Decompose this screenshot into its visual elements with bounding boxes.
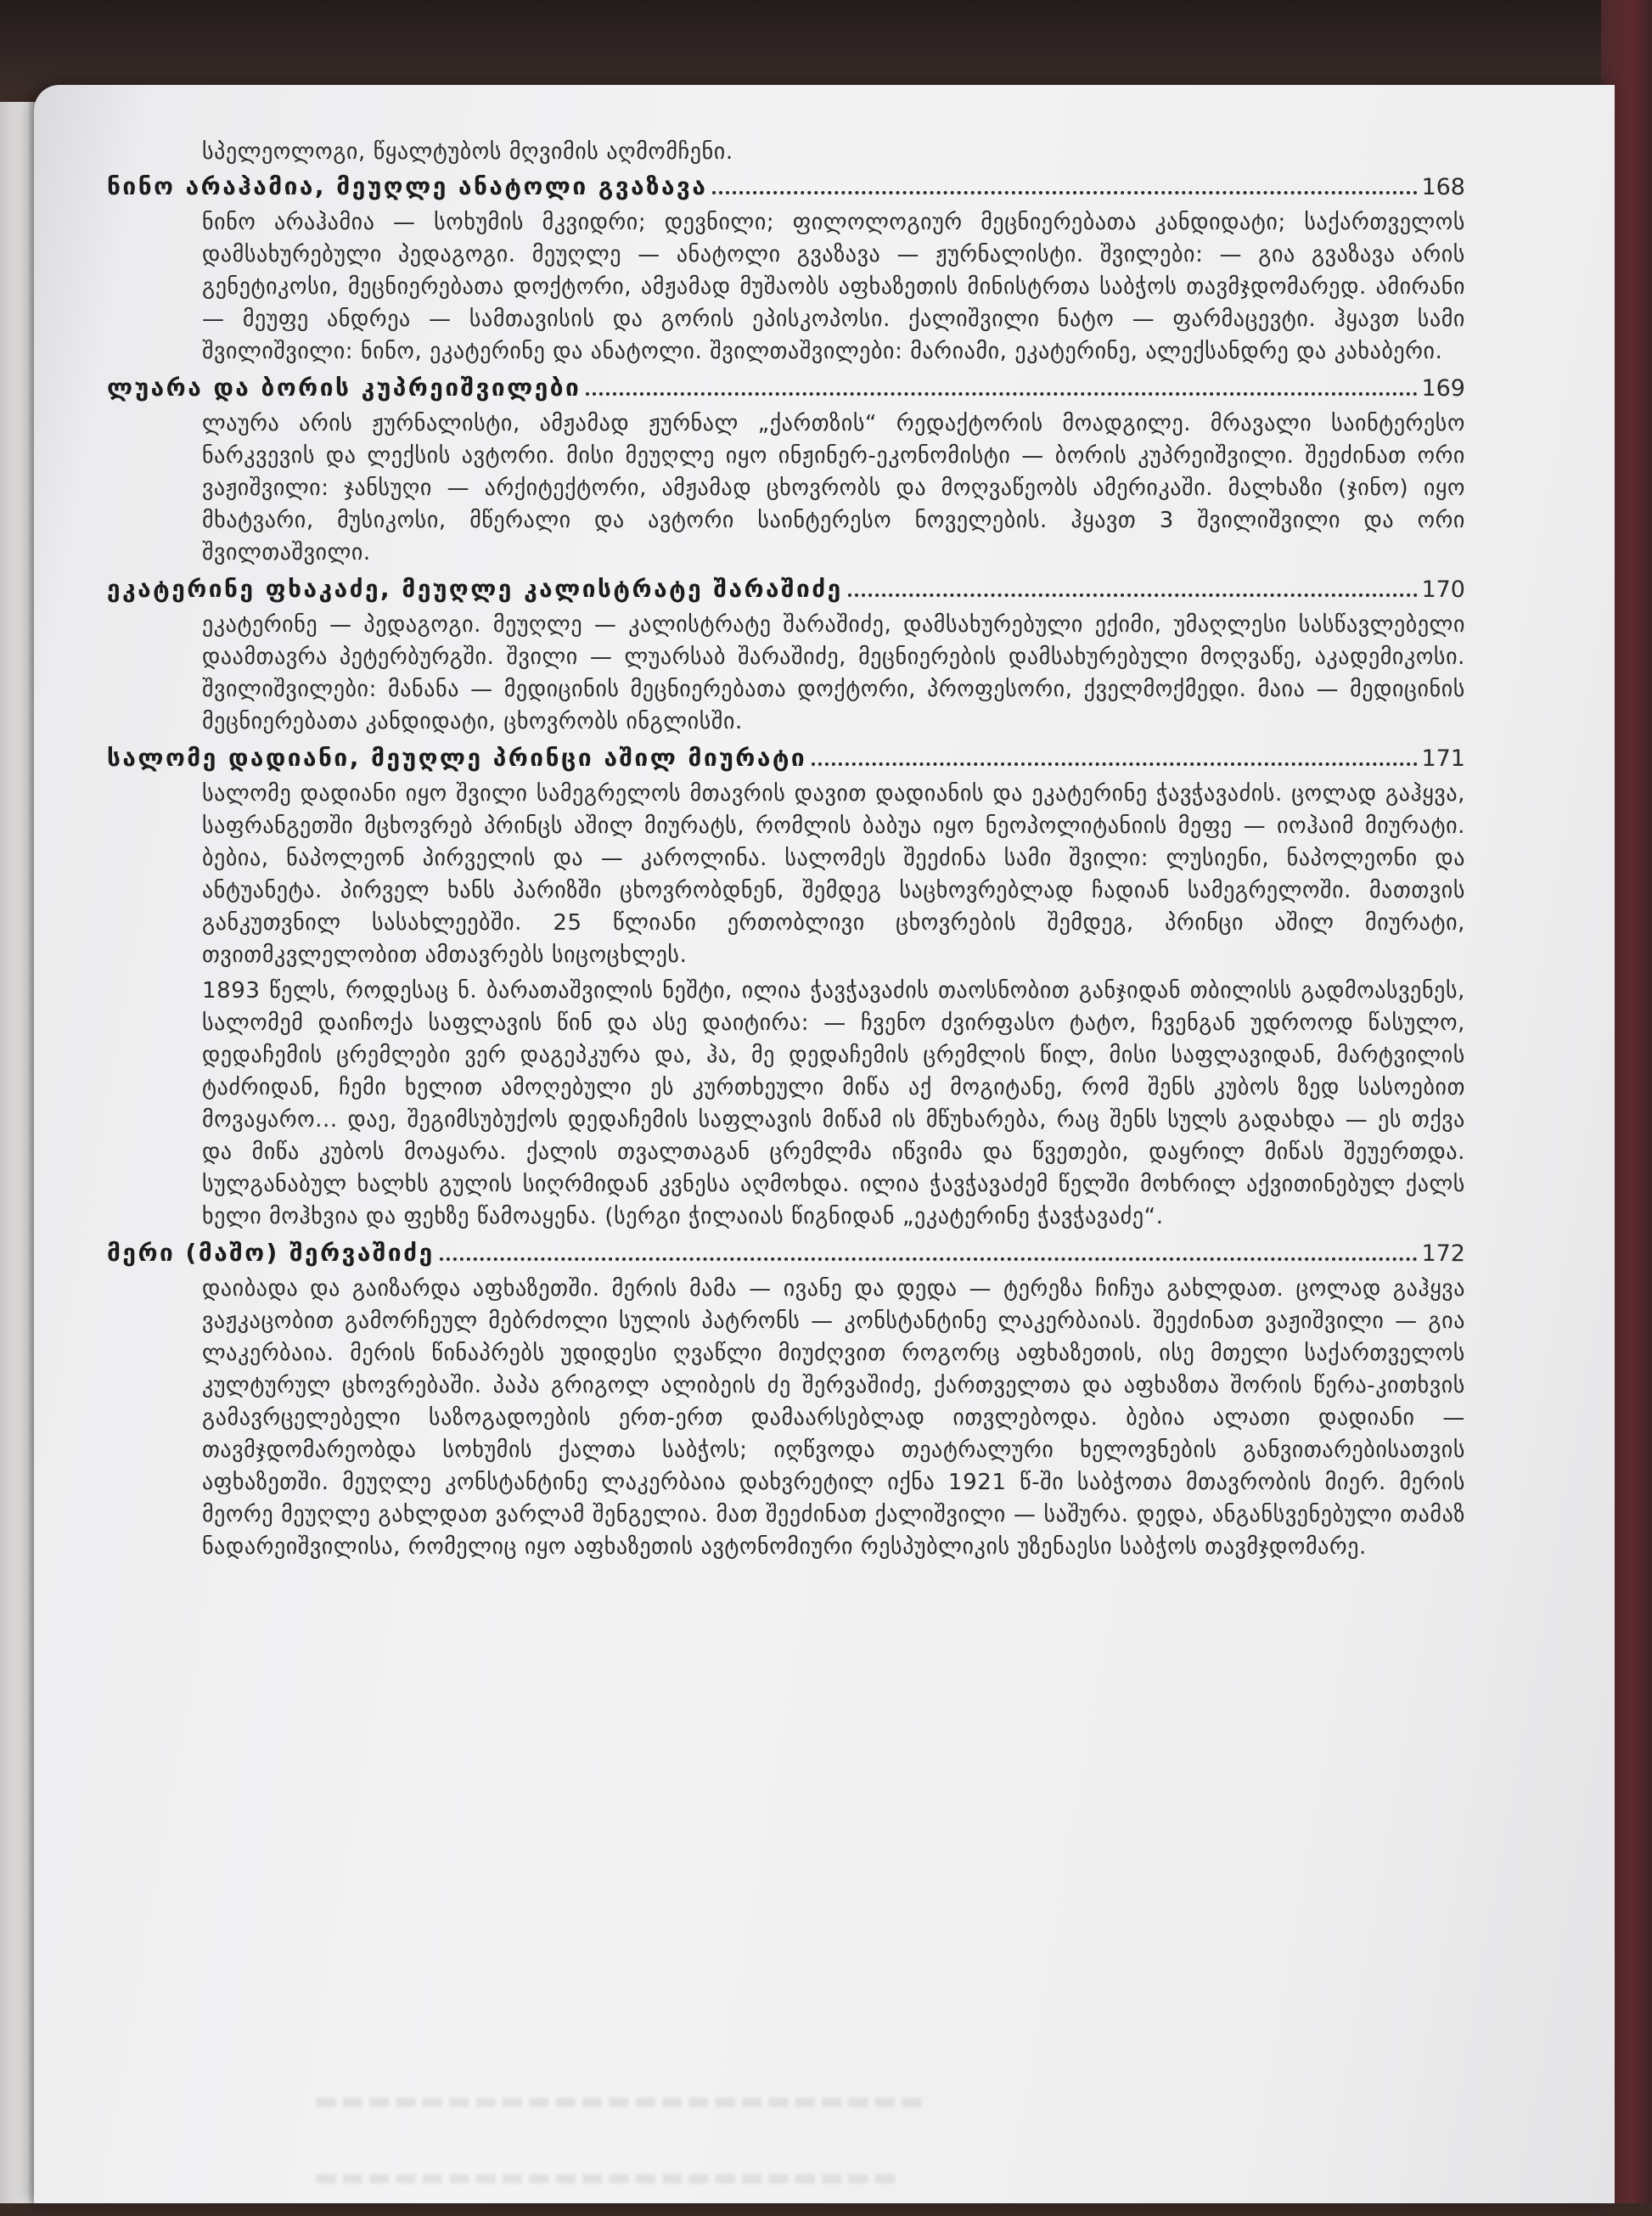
dot-leader xyxy=(586,391,1418,396)
entry-heading xyxy=(107,572,1465,607)
entry xyxy=(107,1236,1465,1563)
intro-line: სპელეოლოგი, წყალტუბოს მღვიმის აღმომჩენი. xyxy=(202,139,733,165)
entry-title: ნინო არაჰამია, მეუღლე ანატოლი გვაზავა xyxy=(107,172,708,200)
show-through-text: ▬▬▬▬▬▬▬▬▬▬▬▬▬▬▬▬▬▬▬▬▬▬▬ ▬▬▬▬▬▬▬▬▬▬▬▬▬▬▬▬▬▬▬▬▬▬ xyxy=(314,2086,926,2192)
entry-paragraph: ეკატერინე — პედაგოგი. მეუღლე — კალისტრატე შარაშიძე, დამსახურებული ექიმი, უმაღლესი სასწავლებელი დაამთავრა პეტერბურგში. შვილი — ლუარსაბ შარაშიძე, მეცნიერების დამსახურებული მოღვაწე, აკადემიკოსი. შვილიშვილები: მანანა — მედიცინის მეცნიერებათა დოქტორი, პროფესორი, ქველმოქმედი. მაია — მედიცინის მეცნიერებათა კანდიდატი, ცხოვრობს ინგლისში. xyxy=(202,612,1465,734)
dot-leader xyxy=(812,762,1418,766)
entry-heading xyxy=(107,1236,1465,1271)
entry-title: მერი (მაშო) შერვაშიძე xyxy=(107,1239,435,1267)
entry-title: ეკატერინე ფხაკაძე, მეუღლე კალისტრატე შარაშიძე xyxy=(107,575,843,603)
entry xyxy=(107,371,1465,569)
entry-heading xyxy=(107,371,1465,406)
dot-leader xyxy=(712,190,1418,194)
page-content xyxy=(107,136,1465,1566)
table-background-top xyxy=(0,0,1652,93)
dot-leader xyxy=(440,1257,1419,1261)
entry-paragraph: დაიბადა და გაიზარდა აფხაზეთში. მერის მამა — ივანე და დედა — ტერეზა ჩიჩუა გახლდათ. ცოლად გაჰყვა ვაჟკაცობით გამორჩეულ მებრძოლი სულის პატრონს — კონსტანტინე ლაკერბაიას. შეეძინათ ვაჟიშვილი — გია ლაკერბაია. მერის წინაპრებს უდიდესი ღვაწლი მიუძღვით როგორც აფხაზეთის, ისე მთელი საქართველოს კულტურულ ცხოვრებაში. პაპა გრიგოლ ალიბეის ძე შერვაშიძე, ქართველთა და აფხაზთა შორის წერა-კითხვის გამავრცელებელი საზოგადოების ერთ-ერთ დამაარსებლად ითვლებოდა. ბებია ალათი დადიანი — თავმჯდომარეობდა სოხუმის ქალთა საბჭოს; იღწვოდა თეატრალური ხელოვნების განვითარებისათვის აფხაზეთში. მეუღლე კონსტანტინე ლაკერბაია დახვრეტილ იქნა 1921 წ-ში საბჭოთა მთავრობის მიერ. მერის მეორე მეუღლე გახლდათ ვარლამ შენგელია. მათ შეეძინათ ქალიშვილი — საშურა. დედა, ანგანსვენებული თამაზ ნადარეიშვილისა, რომელიც იყო აფხაზეთის ავტონომიური რესპუბლიკის უზენაესი საბჭოს თავმჯდომარე. xyxy=(202,1276,1465,1560)
entry-heading xyxy=(107,170,1465,205)
entry-paragraph: სალომე დადიანი იყო შვილი სამეგრელოს მთავრის დავით დადიანის და ეკატერინე ჭავჭავაძის. ცოლად გაჰყვა, საფრანგეთში მცხოვრებ პრინცს აშილ მიურატს, რომლის ბაბუა იყო ნეოპოლიტანიის მეფე — იოჰაიმ მიურატი. ბებია, ნაპოლეონ პირველის და — კაროლინა. სალომეს შეეძინა სამი შვილი: ლუსიენი, ნაპოლეონი და ანტუანეტა. პირველ ხანს პარიზში ცხოვრობდნენ, შემდეგ საცხოვრებლად ჩადიან სამეგრელოში. მათთვის განკუთვნილ სასახლეებში. 25 წლიანი ერთობლივი ცხოვრების შემდეგ, პრინცი აშილ მიურატი, თვითმკვლელობით ამთავრებს სიცოცხლეს. xyxy=(202,781,1465,968)
entry-paragraph: ნინო არაჰამია — სოხუმის მკვიდრი; დევნილი; ფილოლოგიურ მეცნიერებათა კანდიდატი; საქართველოს დამსახურებული პედაგოგი. მეუღლე — ანატოლი გვაზავა — ჟურნალისტი. შვილები: — გია გვაზავა არის გენეტიკოსი, მეცნიერებათა დოქტორი, ამჟამად მუშაობს აფხაზეთის მინისტრთა საბჭოს თავმჯდომარედ. ამირანი — მეუფე ანდრეა — სამთავისის და გორის ეპისკოპოსი. ქალიშვილი ნატო — ფარმაცევტი. ჰყავთ სამი შვილიშვილი: ნინო, ეკატერინე და ანატოლი. შვილთაშვილები: მარიამი, ეკატერინე, ალექსანდრე და კახაბერი. xyxy=(202,210,1465,364)
entry xyxy=(107,170,1465,368)
entry xyxy=(107,741,1465,1233)
entry xyxy=(107,572,1465,738)
entry-page-number: 168 xyxy=(1421,174,1465,200)
entry-paragraph: ლაურა არის ჟურნალისტი, ამჟამად ჟურნალ „ქართზის“ რედაქტორის მოადგილე. მრავალი საინტერესო ნარკვევის და ლექსის ავტორი. მისი მეუღლე იყო ინჟინერ-ეკონომისტი — ბორის კუპრეიშვილი. შეეძინათ ორი ვაჟიშვილი: ჯანსუღი — არქიტექტორი, ამჟამად ცხოვრობს და მოღვაწეობს ამერიკაში. მალხაზი (ჯინო) იყო მხატვარი, მუსიკოსი, მწერალი და ავტორი საინტერესო ნოველების. ჰყავთ 3 შვილიშვილი და ორი შვილთაშვილი. xyxy=(202,411,1465,565)
entry-page-number: 170 xyxy=(1421,576,1465,603)
entry-page-number: 169 xyxy=(1421,375,1465,402)
entry-heading xyxy=(107,741,1465,776)
dot-leader xyxy=(848,593,1419,597)
entry-paragraph: 1893 წელს, როდესაც ნ. ბარათაშვილის ნეშტი, ილია ჭავჭავაძის თაოსნობით განჯიდან თბილისს გადმოასვენეს, სალომემ დაიჩოქა საფლავის წინ და ასე დაიტირა: — ჩვენო ძვირფასო ტატო, ჩვენგან უდროოდ წასულო, დედაჩემის ცრემლები ვერ დაგეპკურა და, ჰა, მე დედაჩემის ცრემლის წილ, მისი საფლავიდან, მარტვილის ტაძრიდან, ჩემი ხელით ამოღებული ეს კურთხეული მიწა აქ მოგიტანე, რომ შენს კუბოს ზედ სასოებით მოვაყარო... დაე, შეგიმსუბუქოს დედაჩემის საფლავის მიწამ ის მწუხარება, რაც შენს სულს გადახდა — ეს თქვა და მიწა კუბოს მოაყარა. ქალის თვალთაგან ცრემლმა იწვიმა და წვეთები, დაყრილ მიწას შეუერთდა. სულგანაბულ ხალხს გულის სიღრმიდან კვნესა აღმოხდა. ილია ჭავჭავაძემ წელში მოხრილ აქვითინებულ ქალს ხელი მოჰხვია და ფეხზე წამოაყენა. (სერგი ჭილაიას წიგნიდან „ეკატერინე ჭავჭავაძე“. xyxy=(202,978,1465,1229)
entry-page-number: 171 xyxy=(1421,745,1465,772)
entry-title: ლუარა და ბორის კუპრეიშვილები xyxy=(107,374,582,402)
entry-page-number: 172 xyxy=(1421,1240,1465,1267)
entry-title: სალომე დადიანი, მეუღლე პრინცი აშილ მიურატი xyxy=(107,744,807,772)
